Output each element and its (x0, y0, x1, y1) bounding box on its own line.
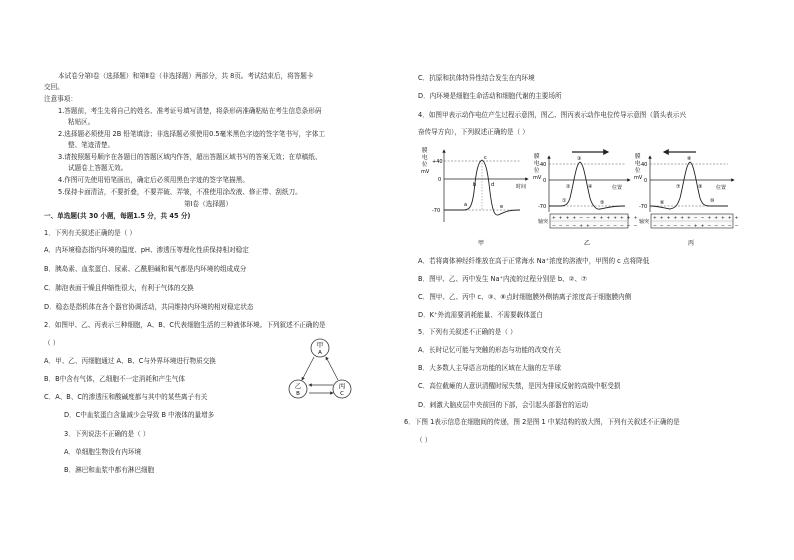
axon-label: 轴突 (538, 219, 549, 225)
option-3a: A．单细胞生物没有内环境 (64, 448, 142, 456)
option-5c: C．高位截瘫的人意识清醒时尿失禁，是因为排尿反射的高级中枢受损 (418, 382, 621, 390)
ylabel-char: 电 (635, 161, 641, 167)
caption-bing: 丙 (688, 240, 695, 247)
option-3b: B．淋巴和血浆中都有淋巴细胞 (64, 466, 155, 474)
num-2: ② (566, 184, 571, 190)
tick-neg: -70 (538, 204, 547, 210)
num-3: ③ (577, 156, 582, 162)
label-a: A (318, 350, 322, 356)
question-6-blank: （ ） (416, 436, 432, 444)
intro-line-2: 交回。 (44, 83, 64, 91)
tick-zero: 0 (543, 178, 547, 184)
ylabel-char: 电 (534, 161, 540, 167)
panel-yi (533, 152, 638, 247)
note-line: 4.作图可先使用铅笔画出，确定后必须用黑色字迹的签字笔描黑。 (58, 176, 249, 184)
num-8: ⑧ (687, 156, 692, 162)
note-line: 2.选择题必须使用 2B 铅笔填涂；非选择题必须使用0.5毫米黑色字迹的签字笔书写，字体工 (58, 130, 326, 138)
question-3: 3．下列说法不正确的是（ ） (64, 430, 150, 438)
point-b: b (473, 182, 477, 188)
option-2d: D．C中血浆蛋白含量减少会导致 B 中液体的量增多 (64, 411, 215, 419)
num-7: ⑦ (676, 184, 681, 190)
question-5: 5．下列有关叙述不正确的是（ ） (418, 328, 517, 336)
label-bing: 丙 (338, 382, 346, 390)
note-line: 1.答题前，考生先将自己的姓名、准考证号填写清楚，将条形码准确粘贴在考生信息条形码 (58, 107, 322, 115)
option-3d: D．内环境是细胞生命活动和细胞代谢的主要场所 (418, 92, 562, 100)
arrow-jia-yi (302, 357, 314, 380)
arrow-bing-jia (326, 357, 338, 380)
caption-jia: 甲 (478, 240, 485, 247)
option-2c: C．A、B、C的渗透压和酸碱度都与其中的某些离子有关 (44, 393, 208, 401)
ylabel-char: 位 (422, 162, 428, 168)
panel-jia (421, 146, 528, 247)
note-line: 整、笔迹清楚。 (68, 141, 115, 149)
tick-pos: +40 (432, 159, 443, 165)
tick-pos: 40 (540, 162, 547, 168)
note-line: 5.保持卡面清洁，不要折叠，不要弄破、弄皱，不准使用涂改液、修正带、刮纸刀。 (58, 188, 302, 196)
option-1d: D．稳态是指机体在各个器官协调活动，共同维持内环境的相对稳定状态 (44, 303, 254, 311)
ylabel-char: 膜 (635, 154, 641, 160)
num-6: ⑥ (660, 200, 665, 206)
option-5d: D．刺激大脑皮层中央前回的下部，会引起头部器官的运动 (418, 401, 588, 409)
option-5a: A．长时记忆可能与突触的形态与功能的改变有关 (418, 346, 561, 354)
num-1: ① (562, 198, 567, 204)
ylabel-unit: mV (533, 175, 542, 181)
option-2b: B．B中含有气体，乙细胞不一定消耗和产生气体 (44, 375, 185, 383)
tick-neg: -70 (432, 208, 441, 214)
label-b: B (296, 391, 300, 397)
option-2a: A．甲、乙、丙细胞通过 A、B、C与外界环境进行物质交换 (44, 357, 216, 365)
charge-row: − − − − + + − − − − − − − (552, 224, 639, 229)
label-c: C (340, 391, 344, 397)
ylabel-char: 位 (534, 168, 540, 174)
option-3c: C．抗原和抗体特异性结合发生在内环境 (418, 74, 535, 82)
point-d: d (491, 182, 495, 188)
part-title: 第Ⅰ卷（选择题） (184, 200, 233, 208)
panel-bing (634, 152, 739, 247)
option-1a: A．内环境稳态指内环境的温度、pH、渗透压等理化性质保持相对稳定 (44, 246, 249, 254)
num-4: ④ (588, 184, 593, 190)
question-6: 6．下图 1表示信息在细胞间的传递，图 2是图 1 中某结构的放大图，下列有关叙述不正确的是 (404, 418, 680, 426)
point-e: e (500, 204, 504, 210)
xlabel: 位置 (716, 185, 727, 191)
section-title: 一、单选题(共 30 小题，每题1.5 分，共 45 分) (44, 212, 191, 220)
option-1b: B．胰岛素、血浆蛋白、尿素、乙酰胆碱和氧气都是内环境的组成成分 (44, 265, 247, 273)
option-1c: C．肺泡表面干燥且伸缩性很大，有利于气体的交换 (44, 284, 194, 292)
tick-zero: 0 (644, 178, 648, 184)
axon-label: 轴突 (639, 219, 650, 225)
option-4a: A．若将离体神经纤维放在高于正常海水 Na⁺浓度的溶液中，甲图的 c 点将降低 (418, 257, 650, 265)
option-4d: D．K⁺外流需要消耗能量、不需要载体蛋白 (418, 311, 543, 319)
charge-row: + + + + − − + + + + + + + (552, 216, 639, 221)
tick-pos: 40 (641, 162, 648, 168)
point-c: c (484, 155, 487, 161)
caption-yi: 乙 (584, 240, 591, 247)
tick-neg: -70 (639, 204, 648, 210)
ylabel-char: 膜 (422, 148, 428, 154)
xlabel: 位置 (612, 185, 623, 191)
notice-title: 注意事项： (44, 95, 77, 103)
option-4c: C．图甲、乙、丙中 c、③、⑧点时细胞膜外侧钠离子浓度高于细胞膜内侧 (418, 293, 632, 301)
ylabel-char: 膜 (534, 154, 540, 160)
num-10: ⑩ (710, 198, 715, 204)
ylabel-char: 位 (635, 168, 641, 174)
note-line: 试题卷上答题无效。 (68, 164, 128, 172)
note-line: 3.请按照题号顺序在各题目的答题区域内作答，超出答题区域书写的答案无效；在草稿纸、 (58, 153, 322, 161)
option-4b: B．图甲、乙、丙中发生 Na⁺内流的过程分别是 b、②、⑦ (418, 275, 588, 283)
intro-line-1: 本试卷分第Ⅰ卷（选择题）和第Ⅱ卷（非选择题）两部分，共 8页。考试结束后，将答题卡 (58, 72, 314, 80)
question-2: 2．如图甲、乙、丙表示三种细胞，A、B、C代表细胞生活的三种液体环境。下列叙述不正确的是 (44, 321, 326, 329)
ylabel-unit: mV (634, 175, 643, 181)
question-4-cont: 奋传导方向），下列叙述正确的是（ ） (418, 128, 529, 136)
question-1: 1．下列有关叙述正确的是（ ） (44, 229, 137, 237)
ylabel-char: 电 (422, 155, 428, 161)
question-4: 4．如图甲表示动作电位产生过程示意图，图乙、图丙表示动作电位传导示意图（箭头表示兴 (418, 111, 686, 119)
note-line: 粘贴区。 (68, 118, 95, 126)
tick-zero: 0 (438, 177, 442, 183)
point-a: a (464, 202, 468, 208)
question-2-blank: （ ） (44, 339, 60, 347)
ylabel-unit: mV (421, 169, 430, 175)
cell-cycle-diagram (288, 336, 358, 406)
num-5: ⑤ (600, 200, 605, 206)
num-9: ⑨ (698, 184, 703, 190)
xlabel: 时间 (516, 184, 527, 190)
label-jia: 甲 (316, 341, 324, 349)
charge-row: − − − − − − + + − − − − − (653, 224, 740, 229)
option-5b: B．大多数人主导语言功能的区域在大脑的左半球 (418, 364, 561, 372)
charge-row: + + + + + + − − + + + + + (653, 216, 740, 221)
action-potential-figure (420, 142, 760, 252)
label-yi: 乙 (294, 382, 302, 390)
